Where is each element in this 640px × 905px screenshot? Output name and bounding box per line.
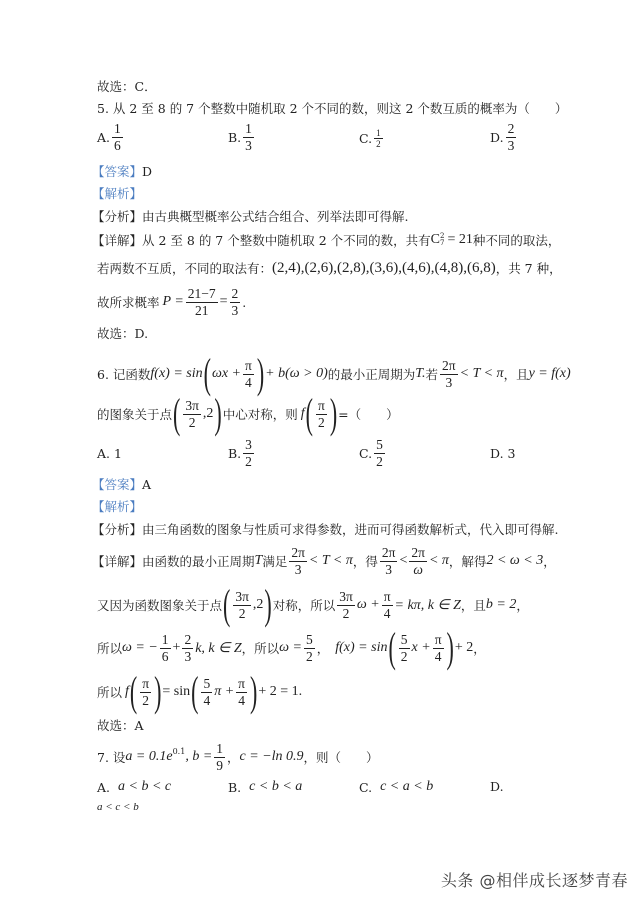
denominator: ω [413,561,423,577]
fenxi-text: 由三角函数的图象与性质可求得参数，进而可得函数解析式，代入即可得解. [142,522,559,537]
text: 的图象关于点 [97,407,173,423]
paren: ( [173,389,181,437]
fenxi-tag: 【分析】 [92,209,143,224]
math: ,2 [252,597,264,613]
denominator: 6 [114,137,121,153]
superscript: 0.1 [172,747,186,756]
math: < T < π [459,366,504,382]
denominator: 2 [318,414,325,430]
option-expr: a < b < c [118,779,172,794]
text: 种不同的取法， [472,233,561,248]
math: ωx + [211,366,241,382]
sup: 2 [439,232,445,240]
paren: ( [203,349,211,397]
denominator: 4 [203,692,211,708]
numerator: 2π [442,358,456,373]
q7-option-a [97,779,171,795]
q7-option-d-label [490,779,504,794]
q4-choose [97,77,157,95]
fraction [230,286,241,318]
fraction [160,632,171,664]
math: π + [214,684,235,700]
option-expr: c < b < a [249,779,303,794]
math: = [219,294,228,310]
fraction [182,632,193,664]
q6-option-b [228,437,256,469]
denominator: 3 [445,374,453,390]
fraction [236,676,247,708]
option-expr: c < a < b [380,779,434,794]
numerator: 3 [245,437,252,452]
fraction [380,545,398,577]
option-label: C. [359,779,373,795]
text: ， [316,641,330,657]
fraction [243,358,254,390]
math: < T < π [308,553,353,569]
analysis-tag: 【解析】 [92,186,143,201]
option-fraction [374,128,383,150]
math: ω = [279,640,302,656]
option-label: C. [359,131,373,147]
q5-option-a [97,121,125,153]
math: 2 < ω < 3 [486,553,544,569]
paren: ( [191,667,199,715]
question-text: 5. 从 2 至 8 的 7 个整数中随机取 2 个不同的数，则这 2 个数互质的概率为（ ） [97,101,568,116]
numerator: 2π [291,545,305,560]
denominator: 3 [231,302,239,318]
text: 7. 设 [97,750,126,766]
paren: ) [256,349,265,397]
fraction [382,589,393,621]
sub: 7 [439,239,445,247]
math: P = [162,294,184,310]
numerator: 5 [203,676,211,691]
denominator: 2 [400,648,408,664]
text: ，得 [352,554,378,570]
math: a = 0.1e [125,749,173,765]
numerator: 1 [216,741,224,756]
math: T [254,553,263,569]
math: T. [415,366,426,382]
q6-fenxi [92,520,559,538]
text: 由函数的最小正周期 [142,554,255,570]
option-label: B. [228,779,242,795]
answer-tag: 【答案】 [92,164,143,179]
text: ，且 [460,598,486,614]
option-label: C. [359,445,373,461]
denominator: 9 [216,757,224,773]
fraction [289,545,307,577]
text: ， [227,750,240,766]
q6-choose [97,716,144,734]
option-fraction [506,121,517,153]
q5-answer [92,162,152,180]
math: + [172,640,181,656]
denominator: 3 [385,561,393,577]
text: =（ ） [338,407,399,423]
q6-stem-1 [97,349,571,397]
q5-choose [97,324,148,342]
text: . [242,294,247,310]
numerator: 1 [245,121,252,136]
numerator: π [245,358,252,373]
numerator: π [434,632,442,647]
math: f(x) = sin [150,366,203,382]
q5-option-c [359,128,385,150]
q7-option-d-expr [97,801,139,813]
math: f(x) = sin [335,640,388,656]
numerator: 5 [376,437,383,452]
answer-value: D [142,163,153,179]
text: 所以 [97,685,123,701]
option-fraction [243,437,254,469]
q6-xiangjie-3 [97,623,486,671]
math: = 21 [447,232,473,247]
numerator: 3π [235,589,249,604]
text: ，且 [503,367,529,383]
fraction [201,676,212,708]
q6-option-c [359,437,387,469]
option-label: B. [228,129,242,145]
option-label: A. [97,129,111,145]
math: C [430,232,440,247]
denominator: 2 [188,414,196,430]
q6-stem-2 [97,389,399,437]
text: 的最小正周期为 [327,367,416,383]
text: 若 [425,367,439,383]
analysis-tag: 【解析】 [92,499,143,514]
text: ，所以 [241,641,280,657]
scripts [440,233,444,247]
choose-text: 故选：A [97,718,144,733]
option-fraction [112,121,123,153]
q5-xiangjie-1 [92,231,560,249]
text: ， [543,554,556,570]
paren: ) [250,667,258,715]
paren: ) [214,389,222,437]
answer-value: A [142,476,152,492]
option-fraction [374,437,385,469]
text: 所以 [97,641,123,657]
q5-xiangjie-2 [97,259,562,277]
option-label: D. [490,779,504,794]
q6-option-d [490,446,515,461]
text: 6. 记函数 [97,367,151,383]
numerator: 2 [507,121,515,136]
fraction [186,286,218,318]
denominator: 2 [142,692,150,708]
text: 若两数不互质，不同的取法有： [97,261,273,276]
choose-text: 故选：C． [97,79,157,94]
fenxi-tag: 【分析】 [92,522,143,537]
numerator: 1 [114,121,121,136]
answer-tag: 【答案】 [92,477,143,492]
numerator: 3π [339,589,353,604]
text: ， [516,598,529,614]
text: ， [473,641,486,657]
denominator: 2 [238,605,246,621]
denominator: 3 [294,561,302,577]
text: 故所求概率 [97,295,160,311]
paren: ( [305,389,313,437]
denominator: 4 [245,374,252,390]
denominator: 2 [245,453,252,469]
q6-xiangjie-1 [92,545,556,577]
paren: ( [129,667,138,715]
q5-analysis-tag [92,184,142,202]
numerator: 2π [381,545,396,560]
numerator: π [317,398,325,413]
math: k, k ∈ Z [195,640,242,656]
fraction [214,741,225,773]
q5-stem [97,99,567,117]
math: y = f(x) [528,366,571,382]
fraction [433,632,444,664]
q7-stem [97,741,379,773]
q6-answer [92,475,151,493]
math: < [399,553,408,569]
option-label: A. [97,779,111,795]
denominator: 3 [507,137,515,153]
math: (2,4),(2,6),(2,8),(3,6),(4,6),(4,8),(6,8) [272,259,496,276]
choose-text: 故选：D. [97,326,149,341]
numerator: 5 [305,632,313,647]
text: 对称，所以 [272,598,336,614]
fenxi-text: 由古典概型概率公式结合组合、列举法即可得解. [142,209,409,224]
numerator: 2 [184,632,192,647]
math: < π [428,553,449,569]
fraction [304,632,315,664]
paren: ( [388,623,396,671]
math: f [125,684,129,700]
text: ，共 7 种， [495,261,562,276]
xiangjie-tag: 【详解】 [92,233,143,248]
numerator: π [142,676,150,691]
option-label: D. 3 [490,446,516,461]
denominator: 2 [305,648,313,664]
paren: ) [446,623,454,671]
q7-option-c [359,779,433,795]
text: ，解得 [448,554,487,570]
numerator: 5 [400,632,408,647]
denominator: 4 [383,605,391,621]
math: , b = [185,749,213,765]
denominator: 2 [376,453,383,469]
denominator: 6 [161,648,169,664]
paren: ) [329,389,338,437]
numerator: 1 [376,128,381,138]
numerator: π [238,676,245,691]
text: 满足 [262,554,288,570]
denominator: 21 [194,302,209,318]
numerator: 21−7 [187,286,216,301]
q5-fenxi [92,207,409,225]
denominator: 4 [238,692,245,708]
math: + 2 [454,640,474,656]
numerator: 3π [185,398,199,413]
numerator: 2π [411,545,425,560]
option-expr: a < c < b [97,801,139,813]
paren: ) [264,580,272,628]
paren: ( [223,580,231,628]
denominator: 4 [434,648,442,664]
option-fraction [243,121,254,153]
q7-option-b [228,779,302,795]
q6-xiangjie-4 [97,667,303,715]
numerator: π [383,589,391,604]
math: + 2 = 1. [258,684,303,700]
numerator: 2 [231,286,239,301]
fraction [399,632,410,664]
q6-xiangjie-2 [97,580,529,628]
math: ω + [356,597,380,613]
paren: ) [154,667,162,715]
math: x + [411,640,431,656]
option-label: A. 1 [97,446,122,461]
fraction [316,398,327,430]
math: f [300,406,305,422]
q5-option-d [490,121,518,153]
text: 从 2 至 8 的 7 个整数中随机取 2 个不同的数，共有 [142,233,431,248]
xiangjie-tag: 【详解】 [92,554,143,570]
fraction [233,589,251,621]
watermark: 头条 @相伴成长逐梦青春 [440,871,628,890]
denominator: 2 [376,139,381,150]
math: b = 2 [485,597,517,613]
math: + b(ω > 0) [265,366,328,382]
numerator: 1 [161,632,169,647]
math: ,2 [202,406,214,422]
math: = sin [162,684,191,700]
math: c = −ln 0.9 [239,749,304,765]
fraction [140,676,151,708]
text: ，则（ ） [303,750,379,766]
text: 又因为函数图象关于点 [97,598,223,614]
denominator: 2 [342,605,350,621]
math: = kπ, k ∈ Z [394,597,461,613]
q5-option-b [228,121,256,153]
option-label: D. [490,129,504,145]
option-label: B. [228,445,242,461]
fraction [337,589,355,621]
fraction [409,545,427,577]
denominator: 3 [184,648,192,664]
q5-xiangjie-3 [97,286,246,318]
math: ω = − [122,640,158,656]
denominator: 3 [245,137,252,153]
q6-analysis-tag [92,497,142,515]
q6-option-a [97,446,122,461]
fraction [183,398,201,430]
text: 中心对称，则 [222,407,298,423]
fraction [440,358,458,390]
